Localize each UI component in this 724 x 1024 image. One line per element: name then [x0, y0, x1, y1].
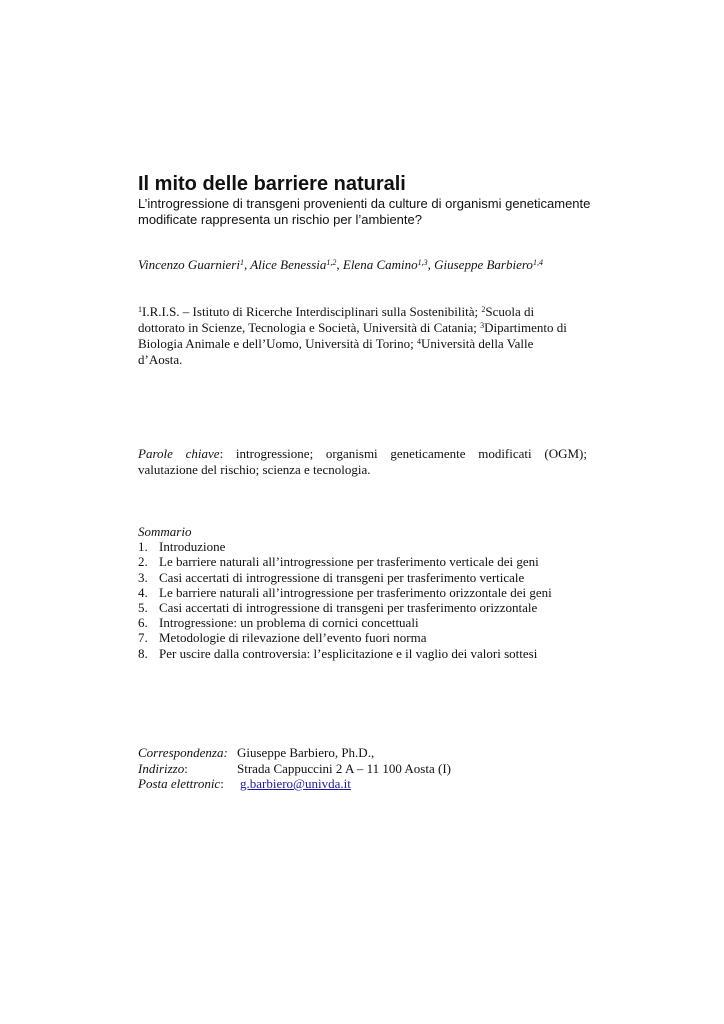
- address-label-colon: :: [184, 760, 188, 776]
- summary-item-text: Introduzione: [159, 539, 226, 555]
- keywords-text: : introgressione; organismi geneticamente modificati (OGM);: [219, 446, 587, 461]
- email-label-text: Posta elettronic: [138, 776, 221, 791]
- summary-item: [138, 646, 598, 661]
- keywords-line: valutazione del rischio; scienza e tecnologia.: [138, 462, 371, 477]
- correspondence-value: Giuseppe Barbiero, Ph.D.,: [237, 745, 375, 760]
- address-label-text: Indirizzo: [138, 760, 185, 776]
- author-name: Alice Benessia: [250, 257, 327, 272]
- keywords-label: Parole chiave: [138, 446, 220, 461]
- summary-item-number: 8.: [138, 645, 148, 661]
- summary-item-number: 6.: [138, 615, 148, 631]
- address-label: [138, 761, 188, 777]
- summary-item-text: Casi accertati di introgressione di transgeni per trasferimento orizzontale: [159, 600, 538, 616]
- summary-item-text: Per uscire dalla controversia: l’esplicitazione e il vaglio dei valori sottesi: [159, 645, 538, 661]
- summary-item: [138, 570, 598, 585]
- summary-list: [138, 539, 598, 661]
- correspondence-label: Correspondenza:: [138, 745, 228, 760]
- summary-item-text: Casi accertati di introgressione di transgeni per trasferimento verticale: [159, 569, 525, 585]
- email-label-colon: :: [220, 776, 224, 791]
- affiliation-text: Università della Valle: [421, 336, 534, 351]
- summary-item-text: Introgressione: un problema di cornici concettuali: [159, 615, 419, 631]
- author-name: Vincenzo Guarnieri: [138, 257, 240, 272]
- author-affiliation-sup: 1: [239, 258, 244, 267]
- summary-item-number: 3.: [138, 569, 148, 585]
- author-name: Giuseppe Barbiero: [434, 257, 533, 272]
- summary-block: [138, 524, 598, 661]
- affiliation-line: [138, 336, 588, 352]
- affiliation-text: dottorato in Scienze, Tecnologia e Società, Università di Catania;: [138, 320, 481, 335]
- summary-item: [138, 554, 598, 569]
- affiliation-line: [138, 304, 588, 320]
- summary-item-number: 2.: [138, 554, 148, 570]
- affiliation-sup: 1: [138, 305, 142, 314]
- summary-item-text: Le barriere naturali all’introgressione per trasferimento orizzontale dei geni: [159, 584, 552, 600]
- affiliations: [138, 304, 588, 368]
- author-affiliation-sup: 1,3: [417, 258, 428, 267]
- affiliation-line: [138, 320, 588, 336]
- author-list: Vincenzo Guarnieri$^1$, Alice Benessia$^{1,2}$, Elena Camino$^{1,3}$, Giuseppe Barbiero$^{1,4}$: [138, 257, 543, 272]
- keywords-line: [138, 446, 587, 462]
- summary-title: Sommario: [138, 524, 192, 539]
- author-affiliation-sup: 1,4: [532, 258, 543, 267]
- keywords-block: [138, 446, 587, 478]
- paper-title: Il mito delle barriere naturali: [138, 173, 406, 195]
- contact-row: [138, 745, 598, 761]
- contact-block: [138, 745, 598, 792]
- summary-item-number: 5.: [138, 600, 148, 616]
- summary-item-text: Le barriere naturali all’introgressione per trasferimento verticale dei geni: [159, 554, 539, 570]
- summary-item: [138, 585, 598, 600]
- email-link[interactable]: g.barbiero@univda.it: [240, 776, 351, 791]
- contact-row: [138, 776, 598, 792]
- address-value: Strada Cappuccini 2 A – 11 100 Aosta (I): [237, 760, 451, 776]
- affiliation-text: Biologia Animale e dell’Uomo, Università di Torino;: [138, 336, 418, 351]
- contact-row: [138, 761, 598, 777]
- affiliation-text: I.R.I.S. – Istituto di Ricerche Interdisciplinari sulla Sostenibilità;: [142, 304, 482, 319]
- affiliation-text: Dipartimento di: [484, 320, 567, 335]
- affiliation-line: d’Aosta.: [138, 352, 183, 367]
- affiliation-text: Scuola di: [485, 304, 535, 319]
- summary-item: [138, 600, 598, 615]
- summary-item-number: 1.: [138, 539, 148, 555]
- author-affiliation-sup: 1,2: [326, 258, 337, 267]
- summary-item: [138, 615, 598, 630]
- summary-item: [138, 539, 598, 554]
- summary-item-number: 4.: [138, 584, 148, 600]
- email-label: [138, 776, 224, 792]
- author-name: Elena Camino: [342, 257, 418, 272]
- paper-subtitle: L’introgressione di transgeni provenienti da culture di organismi geneticamente modificate rappresenta un rischio per l’ambiente?: [138, 196, 591, 227]
- affiliation-sup: 2: [481, 305, 486, 314]
- summary-item: [138, 630, 598, 645]
- affiliation-sup: 3: [480, 321, 485, 330]
- summary-item-text: Metodologie di rilevazione dell’evento fuori norma: [159, 630, 427, 646]
- affiliation-sup: 4: [417, 337, 422, 346]
- summary-item-number: 7.: [138, 630, 148, 646]
